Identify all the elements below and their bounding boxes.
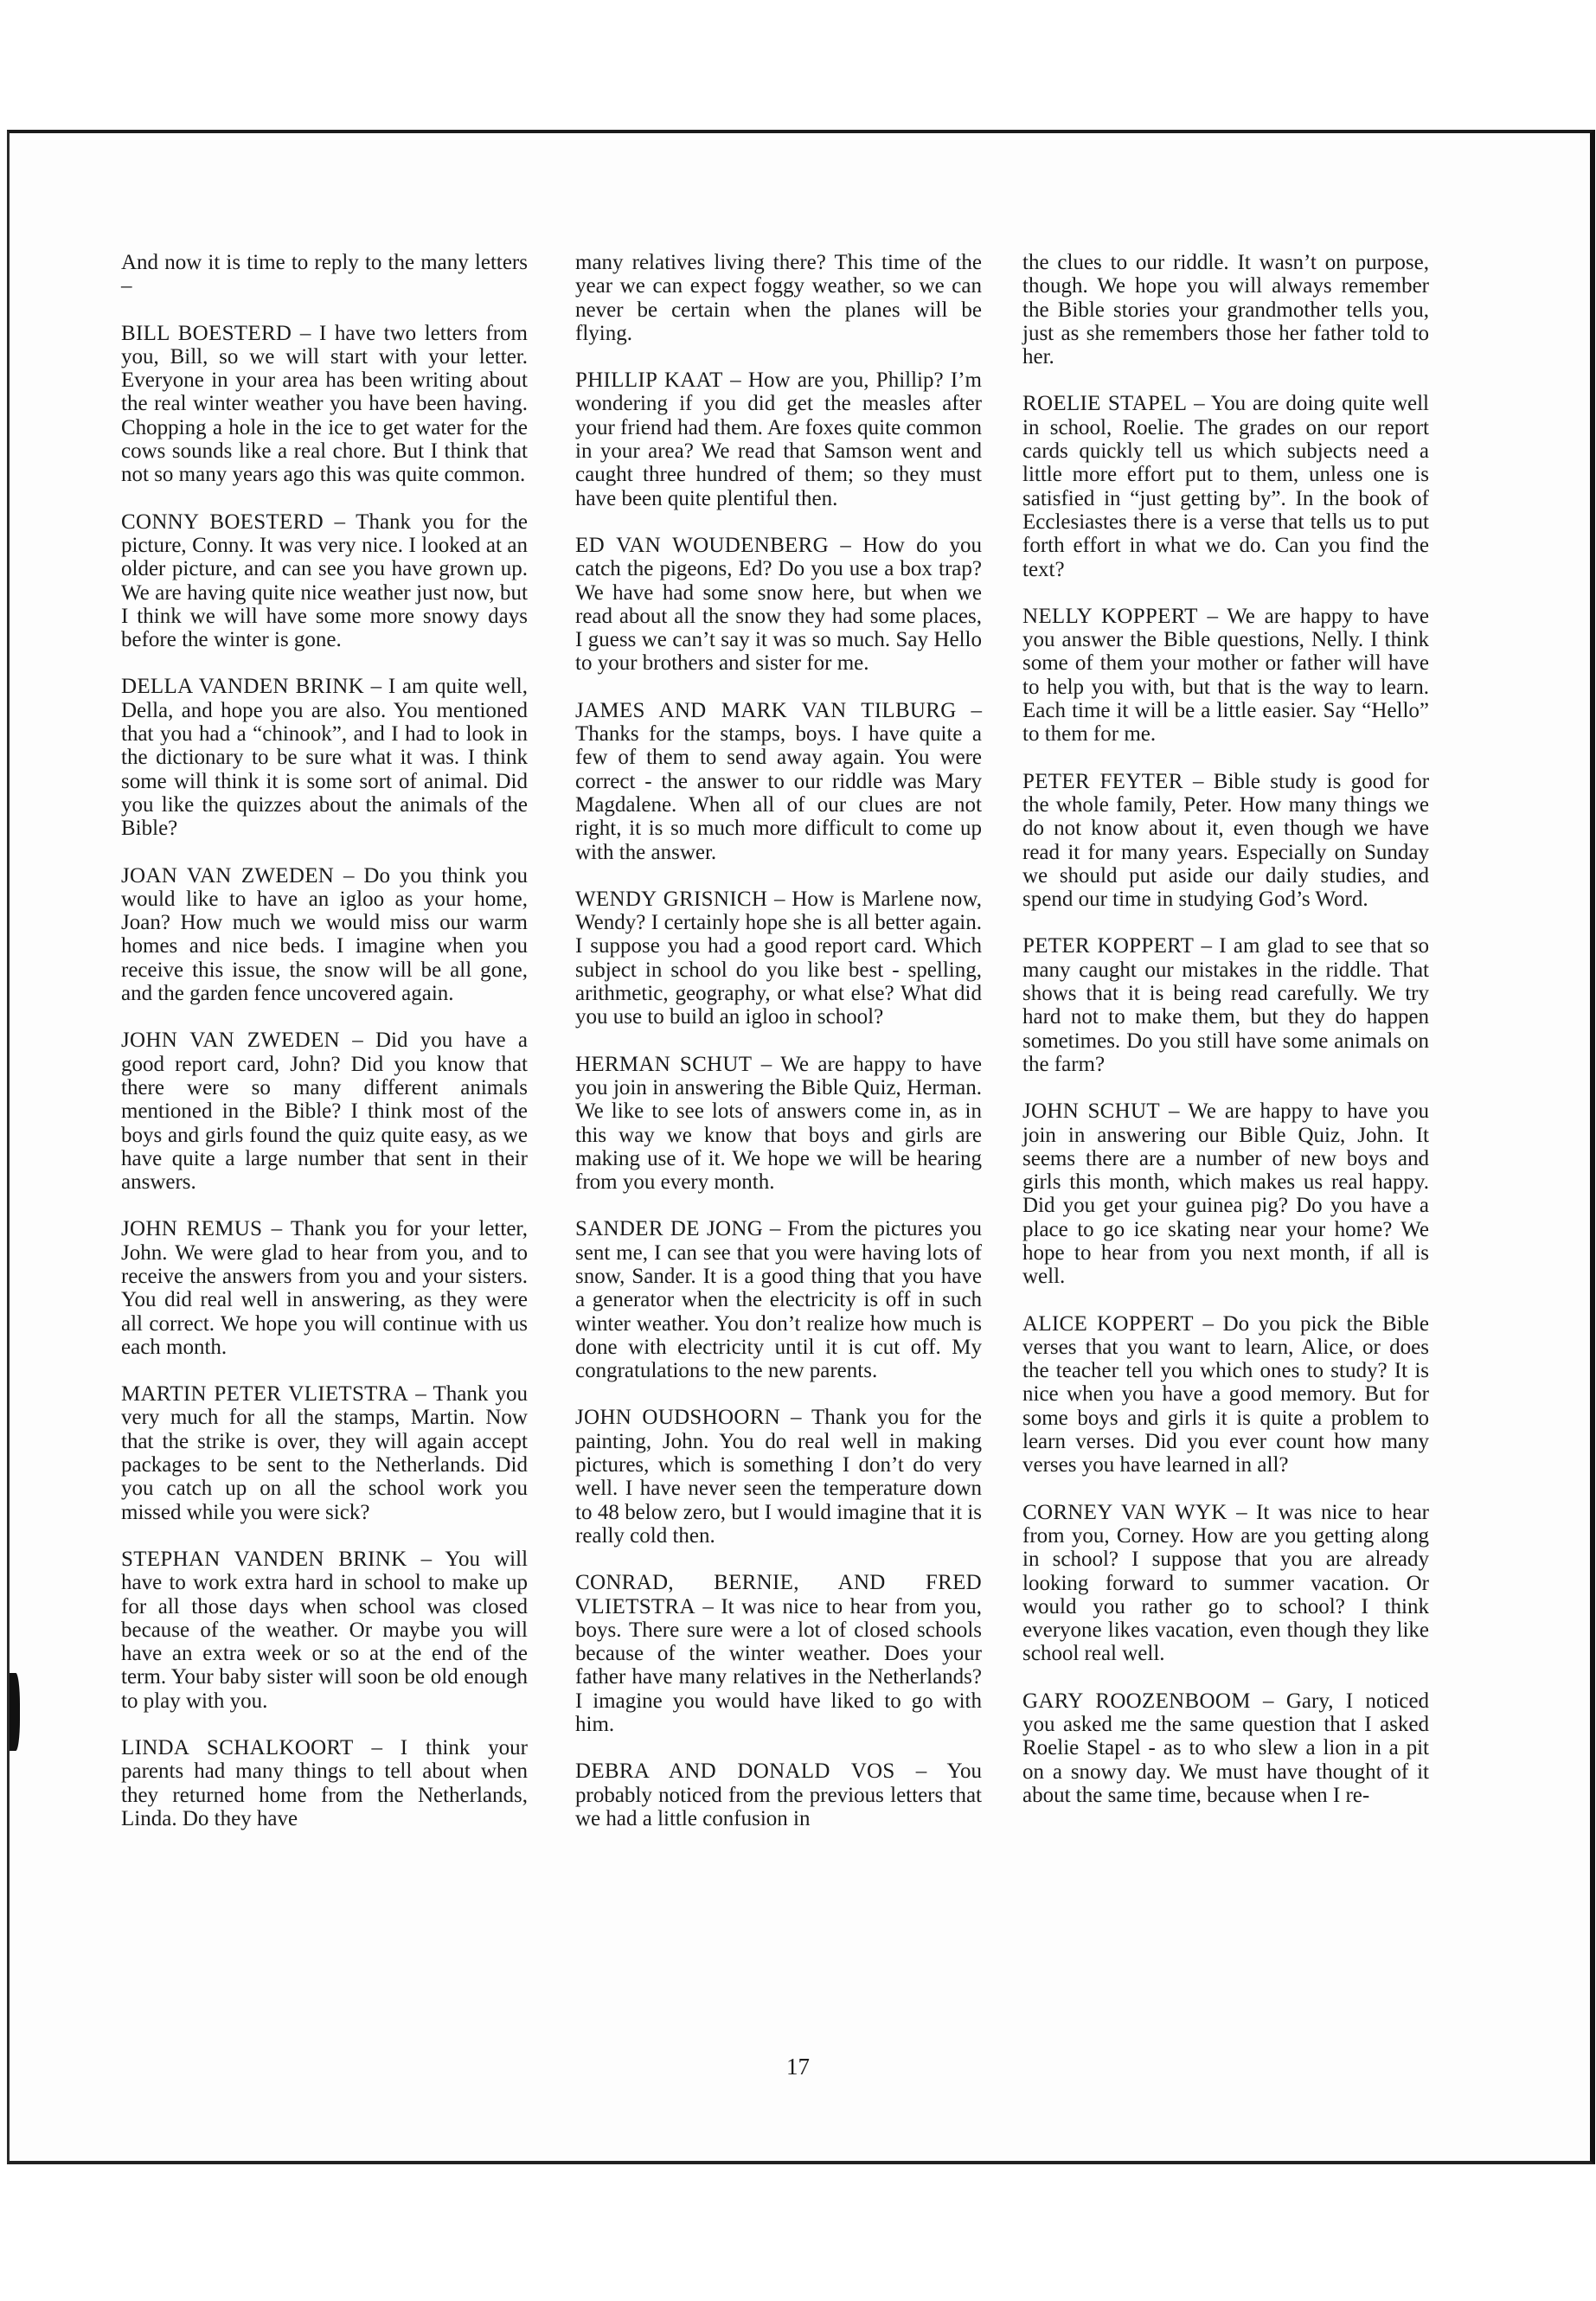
letter-reply	[1022, 1689, 1429, 1807]
letter-reply	[1022, 392, 1429, 580]
letter-reply	[1022, 1501, 1429, 1666]
correspondent-name: WENDY GRISNICH	[575, 887, 768, 911]
reply-text: – We are happy to have you answer the Bible questions, Nelly. I think some of them your mother or father will have to help you with, but that is the way to learn. Each time it will be a little easier. Say “Hello” to them for me.	[1022, 604, 1429, 747]
correspondent-name: ALICE KOPPERT	[1022, 1311, 1194, 1336]
correspondent-name: JOHN OUDSHOORN	[575, 1406, 781, 1430]
correspondent-name: PHILLIP KAAT	[575, 369, 723, 393]
letter-reply	[1022, 1099, 1429, 1288]
column-right	[1022, 251, 1429, 1830]
correspondent-name: JOAN VAN ZWEDEN	[121, 863, 335, 888]
page-edge-damage	[10, 1673, 20, 1751]
letter-reply	[1022, 934, 1429, 1076]
letter-reply	[575, 534, 982, 676]
reply-text: – I think your parents had many things to tell about when they returned home from the Netherlands, Linda. Do they have	[121, 1736, 529, 1830]
correspondent-name: JAMES AND MARK VAN TILBURG	[575, 698, 957, 722]
correspondent-name: DEBRA AND DONALD VOS	[575, 1759, 895, 1784]
correspondent-name: JOHN VAN ZWEDEN	[121, 1029, 340, 1053]
correspondent-name: PETER KOPPERT	[1022, 934, 1195, 958]
correspondent-name: CONNY BOESTERD	[121, 510, 324, 534]
letter-reply	[575, 888, 982, 1029]
reply-text: – It was nice to hear from you, boys. There sure were a lot of closed schools because of the winter weather. Does your father have many relatives in the Netherlands? I imagine you would have liked to go with him.	[575, 1594, 982, 1737]
reply-text: And now it is time to reply to the many letters –	[121, 251, 528, 298]
letter-reply	[575, 369, 982, 510]
reply-text: – How are you, Phillip? I’m wondering if you did get the measles after your friend had them. Are foxes quite common in your area? We read that Samson went and caught three hundred of them; so they must have been quite plentiful then.	[575, 369, 983, 510]
letter-reply	[121, 1029, 528, 1194]
letter-continuation	[575, 251, 982, 345]
letter-reply	[575, 1759, 982, 1830]
correspondent-name: GARY ROOZENBOOM	[1022, 1689, 1251, 1713]
correspondent-name: SANDER DE JONG	[575, 1217, 764, 1241]
correspondent-name: ROELIE STAPEL	[1022, 392, 1188, 416]
reply-text: – Thanks for the stamps, boys. I have quite a few of them to send away again. You were correct - the answer to our riddle was Mary Magdalene. When all of our clues are not right, it is so much more difficult to come up with the answer.	[575, 698, 982, 864]
reply-text: – Do you pick the Bible verses that you want to learn, Alice, or does the teacher tell you which ones to study? It is nice when you have a good memory. But for some boys and girls it is quite a problem to learn verses. Did you ever count how many verses you have learned in all?	[1022, 1311, 1429, 1477]
reply-text: – I have two letters from you, Bill, so we will start with your letter. Everyone in your area has been writing about the real winter weather you have been having. Chopping a hole in the ice to get water for the cows sounds like a real chore. But I think that not so many years ago this was quite common.	[121, 321, 528, 487]
reply-text: – I am glad to see that so many caught our mistakes in the riddle. That shows that it is being read carefully. We try hard not to make them, but they do happen sometimes. Do you still have some animals on the farm?	[1022, 934, 1430, 1076]
letter-reply	[121, 1217, 528, 1359]
letter-reply	[575, 699, 982, 864]
letter-reply	[121, 864, 528, 1006]
letter-reply	[575, 1571, 982, 1736]
correspondent-name: JOHN REMUS	[121, 1217, 263, 1241]
reply-text: – You will have to work extra hard in school to make up for all those days when school was closed because of the weather. Or maybe you will have an extra week or so at the end of the term. Your baby sister will soon be old enough to play with you.	[121, 1547, 529, 1713]
letter-continuation	[1022, 251, 1429, 369]
letter-reply	[1022, 770, 1429, 912]
reply-text: – Gary, I noticed you asked me the same question that I asked Roelie Stapel - as to who slew a lion in a pit on a snowy day. We must have thought of it about the same time, because when I re-	[1022, 1689, 1429, 1807]
column-middle	[575, 251, 982, 1854]
letter-reply	[121, 675, 528, 840]
correspondent-name: NELLY KOPPERT	[1022, 604, 1198, 628]
correspondent-name: DELLA VANDEN BRINK	[121, 675, 364, 699]
reply-text: – Do you think you would like to have an igloo as your home, Joan? How much we would miss our warm homes and nice beds. I imagine when you receive this issue, the snow will be all gone, and the garden fence uncovered again.	[121, 863, 529, 1006]
correspondent-name: BILL BOESTERD	[121, 321, 292, 345]
reply-text: – How do you catch the pigeons, Ed? Do you use a box trap? We have had some snow here, but when we read about all the snow they had some places, I guess we can’t say it was so much. Say Hello to your brothers and sister for me.	[575, 533, 982, 676]
reply-text: – How is Marlene now, Wendy? I certainly hope she is all better again. I suppose you had a good report card. Which subject in school do you like best - spelling, arithmetic, geography, or what else? What did you use to build an igloo in school?	[575, 887, 982, 1029]
letter-reply	[575, 1217, 982, 1382]
correspondent-name: CORNEY VAN WYK	[1022, 1500, 1227, 1524]
letter-reply	[1022, 1312, 1429, 1477]
reply-text: – We are happy to have you join in answering the Bible Quiz, Herman. We like to see lots of answers come in, as in this way we know that boys and girls are making use of it. We hope we will be hearing from you every month.	[575, 1052, 982, 1195]
correspondent-name: LINDA SCHALKOORT	[121, 1736, 354, 1760]
reply-text: – You probably noticed from the previous letters that we had a little confusion in	[575, 1759, 982, 1830]
column-left	[121, 251, 528, 1854]
correspondent-name: STEPHAN VANDEN BRINK	[121, 1547, 407, 1571]
letter-reply	[121, 322, 528, 487]
reply-text: – I am quite well, Della, and hope you are also. You mentioned that you had a “chinook”, and I had to look in the dictionary to be sure what it was. I think some will think it is some sort of animal. Did you like the quizzes about the animals of the Bible?	[121, 675, 529, 841]
reply-text: – Did you have a good report card, John? Did you know that there were so many different animals mentioned in the Bible? I think most of the boys and girls found the quiz quite easy, as we have quite a large number that sent in their answers.	[121, 1029, 529, 1195]
letter-continuation	[121, 251, 528, 298]
letter-reply	[575, 1053, 982, 1195]
reply-text: – We are happy to have you join in answering our Bible Quiz, John. It seems there are a number of new boys and girls this month, which makes us real happy. Did you get your guinea pig? Do you have a place to go ice skating near your home? We hope to hear from you next month, if all is well.	[1022, 1099, 1430, 1289]
reply-text: – From the pictures you sent me, I can see that you were having lots of snow, Sander. It is a good thing that you have a generator when the electricity is off in such winter weather. You don’t realize how much is done with electricity until it is cut off. My congratulations to the new parents.	[575, 1217, 983, 1383]
page-number: 17	[786, 2054, 810, 2080]
correspondent-name: CONRAD, BERNIE, AND FRED VLIETSTRA	[575, 1571, 982, 1618]
letter-reply	[575, 1406, 982, 1548]
letter-reply	[121, 1548, 528, 1713]
reply-text: – You are doing quite well in school, Roelie. The grades on our report cards quickly tell us which subjects need a little more effort put to them, unless one is satisfied in “just getting by”. In the book of Ecclesiastes there is a verse that tells us to put forth effort in what we do. Can you find the text?	[1022, 392, 1430, 581]
correspondent-name: JOHN SCHUT	[1022, 1099, 1160, 1124]
correspondent-name: ED VAN WOUDENBERG	[575, 533, 829, 557]
reply-text: – Thank you for your letter, John. We were glad to hear from you, and to receive the answers from you and your sisters. You did real well in answering, as they were all correct. We hope you will continue with us each month.	[121, 1217, 528, 1359]
reply-text: – Thank you for the picture, Conny. It was very nice. I looked at an older picture, and can see you have grown up. We are having quite nice weather just now, but I think we will have some more snowy days before the winter is gone.	[121, 510, 529, 652]
correspondent-name: HERMAN SCHUT	[575, 1052, 753, 1076]
letter-reply	[1022, 605, 1429, 747]
reply-text: – It was nice to hear from you, Corney. How are you getting along in school? I suppose that you are already looking forward to summer vacation. Or would you rather go to school? I think everyone likes vacation, even though they like school real well.	[1022, 1500, 1429, 1666]
letter-reply	[121, 1736, 528, 1830]
correspondent-name: PETER FEYTER	[1022, 769, 1183, 793]
reply-text: – Thank you for the painting, John. You do real well in making pictures, which is something I don’t do very well. I have never seen the temperature down to 48 below zero, but I would imagine that it is really cold then.	[575, 1406, 983, 1548]
letter-reply	[121, 510, 528, 652]
reply-text: – Bible study is good for the whole family, Peter. How many things we do not know about it, even though we have read it for many years. Especially on Sunday we should put aside our daily studies, and spend our time in studying God’s Word.	[1022, 769, 1430, 912]
correspondent-name: MARTIN PETER VLIETSTRA	[121, 1382, 409, 1407]
letter-reply	[121, 1382, 528, 1524]
reply-text: – Thank you very much for all the stamps, Martin. Now that the strike is over, they will again accept packages to be sent to the Netherlands. Did you catch up on all the school work you missed while you were sick?	[121, 1382, 528, 1524]
reply-text: the clues to our riddle. It wasn’t on purpose, though. We hope you will always remember the Bible stories your grandmother tells you, just as she remembers those her father told to her.	[1022, 251, 1429, 369]
reply-text: many relatives living there? This time of the year we can expect foggy weather, so we can never be certain when the planes will be flying.	[575, 251, 982, 345]
